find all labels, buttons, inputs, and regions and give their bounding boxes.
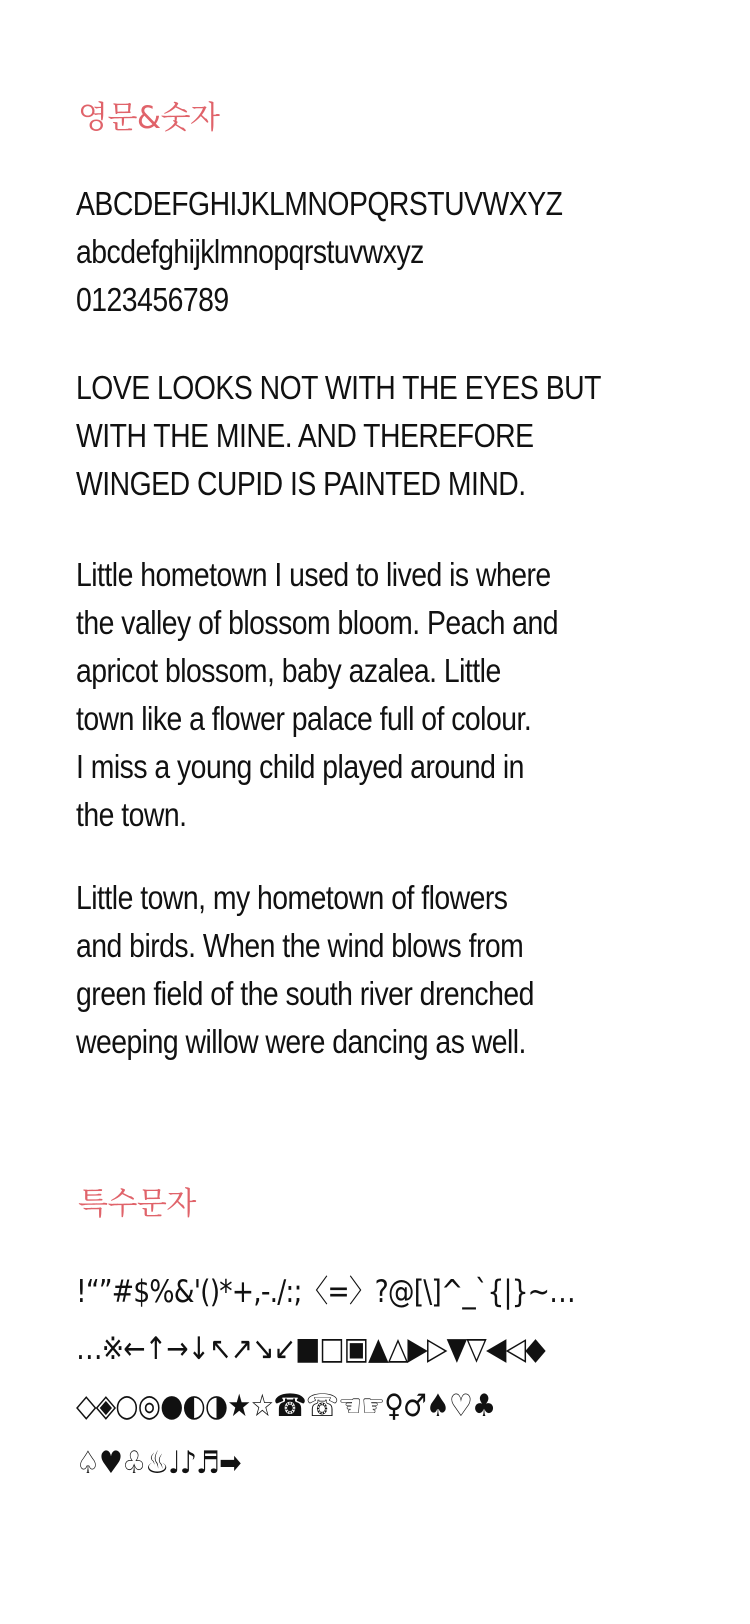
paragraph-line: I miss a young child played around in — [76, 748, 524, 785]
paragraph-line: apricot blossom, baby azalea. Little — [76, 652, 501, 689]
special-characters-block — [76, 1264, 730, 1492]
paragraph-line: and birds. When the wind blows from — [76, 927, 524, 964]
paragraph-line: Little hometown I used to lived is where — [76, 556, 551, 593]
quote-line: WINGED CUPID IS PAINTED MIND. — [76, 465, 526, 502]
quote-line: LOVE LOOKS NOT WITH THE EYES BUT — [76, 369, 601, 406]
symbol-line: …※←↑→↓↖↗↘↙■□▣▲△▶▷▼▽◀◁◆ — [76, 1331, 545, 1367]
paragraph-line: town like a flower palace full of colour. — [76, 700, 532, 737]
paragraph-line: the town. — [76, 796, 187, 833]
section-title-alphanumeric: 영문&숫자 — [78, 100, 220, 136]
quote-line: WITH THE MINE. AND THEREFORE — [76, 417, 534, 454]
paragraph-1 — [76, 551, 730, 839]
paragraph-line: green field of the south river drenched — [76, 975, 534, 1012]
digits-line: 0123456789 — [76, 281, 229, 318]
paragraph-2 — [76, 874, 730, 1066]
paragraph-line: the valley of blossom bloom. Peach and — [76, 604, 559, 641]
symbol-line: !“”#$%&'()*+,-./:;〈=〉?@[\]^_`{|}~… — [76, 1274, 575, 1310]
paragraph-line: weeping willow were dancing as well. — [76, 1023, 526, 1060]
quote-block — [76, 364, 730, 508]
uppercase-line: ABCDEFGHIJKLMNOPQRSTUVWXYZ — [76, 185, 563, 222]
symbol-line: ◇◈○◎●◐◑★☆☎☏☜☞♀♂♠♡♣ — [76, 1388, 496, 1424]
symbol-line: ♤♥♧♨♩♪♬➡ — [76, 1445, 241, 1481]
section-title-special-characters: 특수문자 — [78, 1186, 196, 1222]
alphabet-block — [76, 180, 730, 324]
lowercase-line: abcdefghijklmnopqrstuvwxyz — [76, 233, 424, 270]
paragraph-line: Little town, my hometown of flowers — [76, 879, 508, 916]
